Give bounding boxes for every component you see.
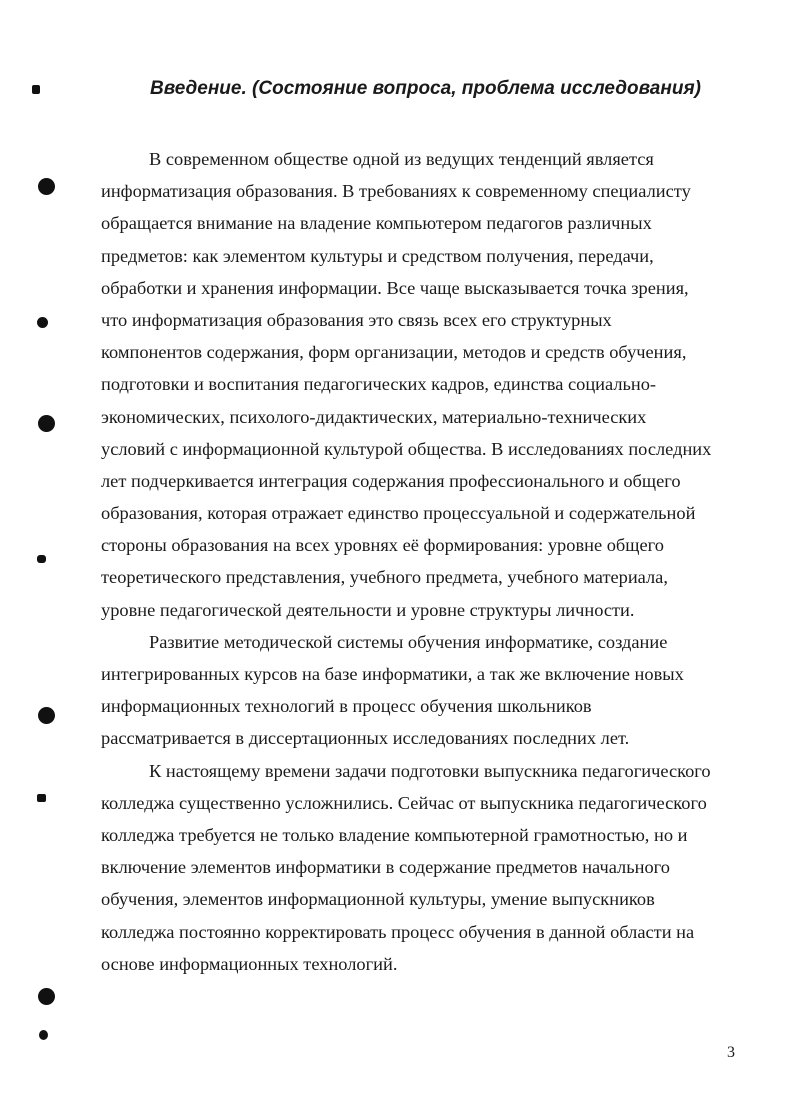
text-line: стороны образования на всех уровнях её формирования: уровне общего (101, 535, 664, 556)
document-body (101, 143, 761, 980)
binding-hole (39, 1030, 48, 1040)
document-title: Введение. (Состояние вопроса, проблема исследования) (150, 78, 701, 99)
binding-hole (38, 178, 55, 195)
text-line: обучения, элементов информационной культуры, умение выпускников (101, 889, 655, 910)
scan-mark (37, 794, 46, 802)
text-line: лет подчеркивается интеграция содержания профессионального и общего (101, 470, 681, 491)
text-line: информационных технологий в процесс обучения школьников (101, 696, 592, 717)
binding-hole (38, 415, 55, 432)
text-line: уровне педагогической деятельности и уровне структуры личности. (101, 599, 635, 620)
text-line: основе информационных технологий. (101, 953, 398, 974)
text-line: условий с информационной культурой общества. В исследованиях последних (101, 438, 712, 459)
text-line: К настоящему времени задачи подготовки выпускника педагогического (149, 760, 711, 781)
text-line: обработки и хранения информации. Все чаще высказывается точка зрения, (101, 277, 689, 298)
scan-mark (37, 555, 46, 563)
text-line: обращается внимание на владение компьютером педагогов различных (101, 213, 652, 234)
text-line: колледжа существенно усложнились. Сейчас от выпускника педагогического (101, 792, 707, 813)
binding-hole (38, 988, 55, 1005)
text-line: колледжа постоянно корректировать процесс обучения в данной области на (101, 921, 695, 942)
page-number: 3 (727, 1044, 735, 1061)
text-line: предметов: как элементом культуры и средством получения, передачи, (101, 245, 654, 266)
scan-mark-top (32, 85, 40, 94)
text-line: экономических, психолого-дидактических, материально-технических (101, 406, 647, 427)
binding-hole (38, 707, 55, 724)
text-line: теоретического представления, учебного предмета, учебного материала, (101, 567, 668, 588)
text-line: информатизация образования. В требованиях к современному специалисту (101, 181, 691, 202)
text-line: образования, которая отражает единство процессуальной и содержательной (101, 503, 696, 524)
text-line: включение элементов информатики в содержание предметов начального (101, 857, 670, 878)
text-line: что информатизация образования это связь всех его структурных (101, 309, 612, 330)
text-line: В современном обществе одной из ведущих тенденций является (149, 149, 654, 169)
text-line: рассматривается в диссертационных исследованиях последних лет. (101, 728, 630, 749)
text-line: подготовки и воспитания педагогических кадров, единства социально- (101, 374, 657, 395)
text-line: компонентов содержания, форм организации, методов и средств обучения, (101, 342, 687, 363)
text-line: Развитие методической системы обучения информатике, создание (149, 631, 668, 652)
text-line: интегрированных курсов на базе информатики, а так же включение новых (101, 664, 684, 684)
binding-hole (37, 317, 48, 328)
text-line: колледжа требуется не только владение компьютерной грамотностью, но и (101, 824, 688, 845)
